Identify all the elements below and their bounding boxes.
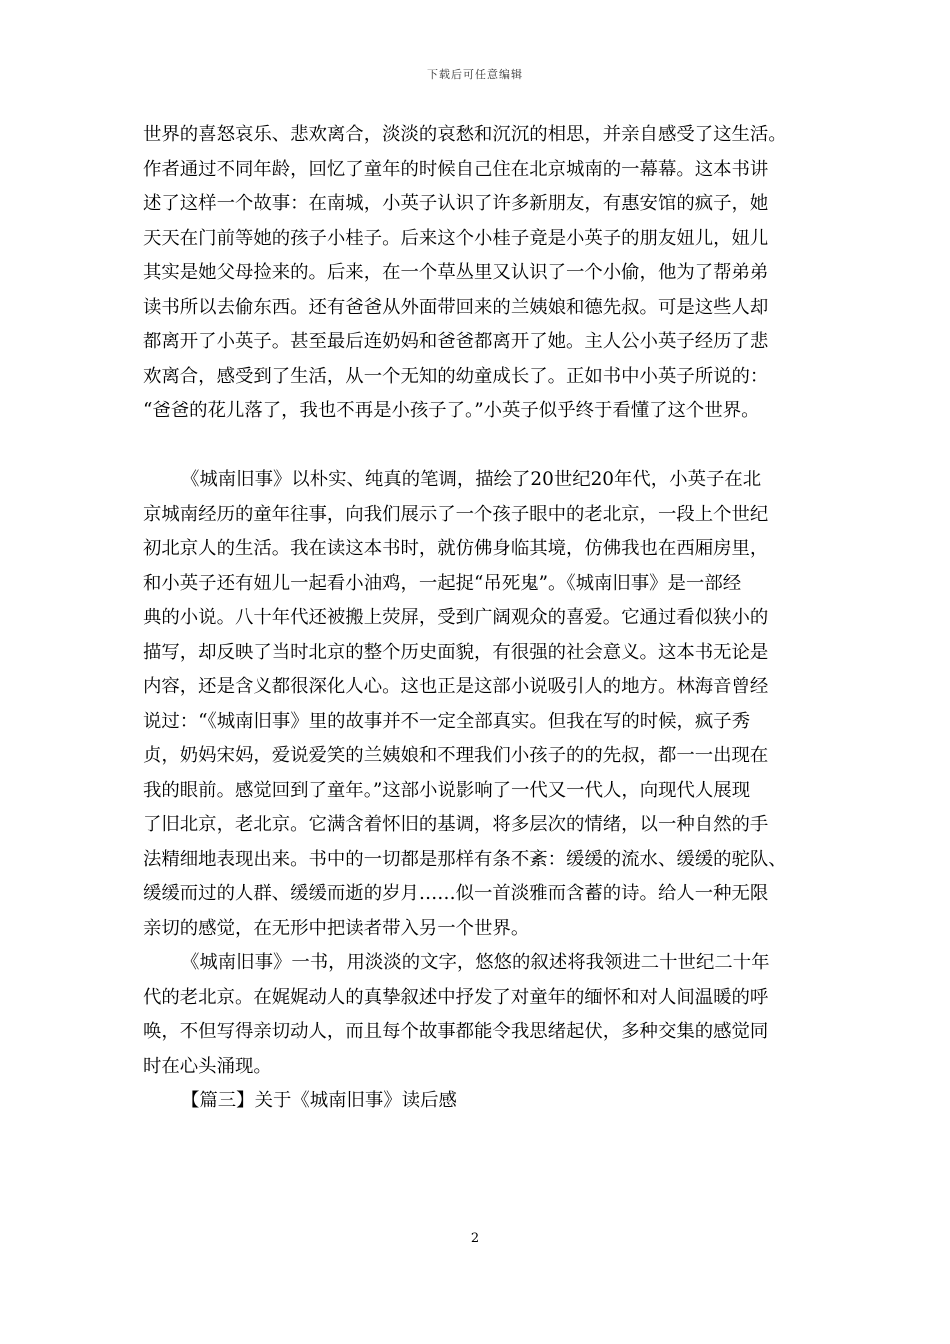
- text-line: 法精细地表现出来。书中的一切都是那样有条不紊：缓缓的流水、缓缓的驼队、: [143, 848, 787, 870]
- text-line: 典的小说。八十年代还被搬上荧屏，受到广阔观众的喜爱。它通过看似狭小的: [143, 607, 769, 628]
- text-line: 《城南旧事》以朴实、纯真的笔调，描绘了20世纪20年代，小英子在北: [181, 469, 762, 490]
- text-line: 我的眼前。感觉回到了童年。”这部小说影响了一代又一代人，向现代人展现: [143, 779, 751, 801]
- text-line: 和小英子还有妞儿一起看小油鸡，一起捉“吊死鬼”。《城南旧事》是一部经: [143, 572, 742, 594]
- page-number: 2: [470, 1231, 480, 1246]
- text-line: 内容，还是含义都很深化人心。这也正是这部小说吸引人的地方。林海音曾经: [143, 676, 769, 697]
- text-line: 说过：“《城南旧事》里的故事并不一定全部真实。但我在写的时候，疯子秀: [143, 710, 751, 732]
- text-line: 京城南经历的童年往事，向我们展示了一个孩子眼中的老北京，一段上个世纪: [143, 503, 769, 525]
- section-heading-text: 【篇三】关于《城南旧事》读后感: [181, 1090, 457, 1111]
- paragraph-1: [143, 118, 818, 429]
- paragraph-2: [143, 463, 818, 946]
- text-line: 代的老北京。在娓娓动人的真挚叙述中抒发了对童年的缅怀和对人间温暖的呼: [143, 986, 769, 1008]
- text-line: 天天在门前等她的孩子小桂子。后来这个小桂子竟是小英子的朋友妞儿，妞儿: [143, 227, 769, 249]
- text-line: 《城南旧事》一书，用淡淡的文字，悠悠的叙述将我领进二十世纪二十年: [181, 952, 770, 973]
- text-line: 读书所以去偷东西。还有爸爸从外面带回来的兰姨娘和德先叔。可是这些人却: [143, 296, 769, 318]
- paragraph-3: [143, 946, 818, 1084]
- text-line: 时在心头涌现。: [143, 1055, 272, 1077]
- text-line: 其实是她父母捡来的。后来，在一个草丛里又认识了一个小偷，他为了帮弟弟: [143, 262, 769, 283]
- paragraph-gap: [143, 429, 818, 464]
- text-line: “爸爸的花儿落了，我也不再是小孩子了。”小英子似乎终于看懂了这个世界。: [143, 400, 760, 421]
- document-body: [143, 118, 818, 1119]
- text-line: 亲切的感觉，在无形中把读者带入另一个世界。: [143, 917, 530, 939]
- text-line: 贞，奶妈宋妈，爱说爱笑的兰姨娘和不理我们小孩子的的先叔，都一一出现在: [143, 745, 769, 766]
- text-line: 描写，却反映了当时北京的整个历史面貌，有很强的社会意义。这本书无论是: [143, 641, 769, 663]
- text-line: 作者通过不同年龄，回忆了童年的时候自己住在北京城南的一幕幕。这本书讲: [143, 158, 769, 180]
- page-header: 下载后可任意编辑: [427, 68, 523, 81]
- section-heading: [143, 1084, 818, 1119]
- text-line: 世界的喜怒哀乐、悲欢离合，淡淡的哀愁和沉沉的相思，并亲自感受了这生活。: [143, 124, 787, 145]
- text-line: 了旧北京，老北京。它满含着怀旧的基调，将多层次的情绪，以一种自然的手: [143, 814, 769, 835]
- text-line: 唤，不但写得亲切动人，而且每个故事都能令我思绪起伏，多种交集的感觉同: [143, 1021, 769, 1042]
- text-line: 初北京人的生活。我在读这本书时，就仿佛身临其境，仿佛我也在西厢房里，: [143, 538, 769, 559]
- text-line: 都离开了小英子。甚至最后连奶妈和爸爸都离开了她。主人公小英子经历了悲: [143, 331, 769, 352]
- text-line: 述了这样一个故事：在南城，小英子认识了许多新朋友，有惠安馆的疯子，她: [143, 193, 769, 214]
- text-line: 缓缓而过的人群、缓缓而逝的岁月……似一首淡雅而含蓄的诗。给人一种无限: [143, 883, 769, 904]
- text-line: 欢离合，感受到了生活，从一个无知的幼童成长了。正如书中小英子所说的：: [143, 365, 769, 387]
